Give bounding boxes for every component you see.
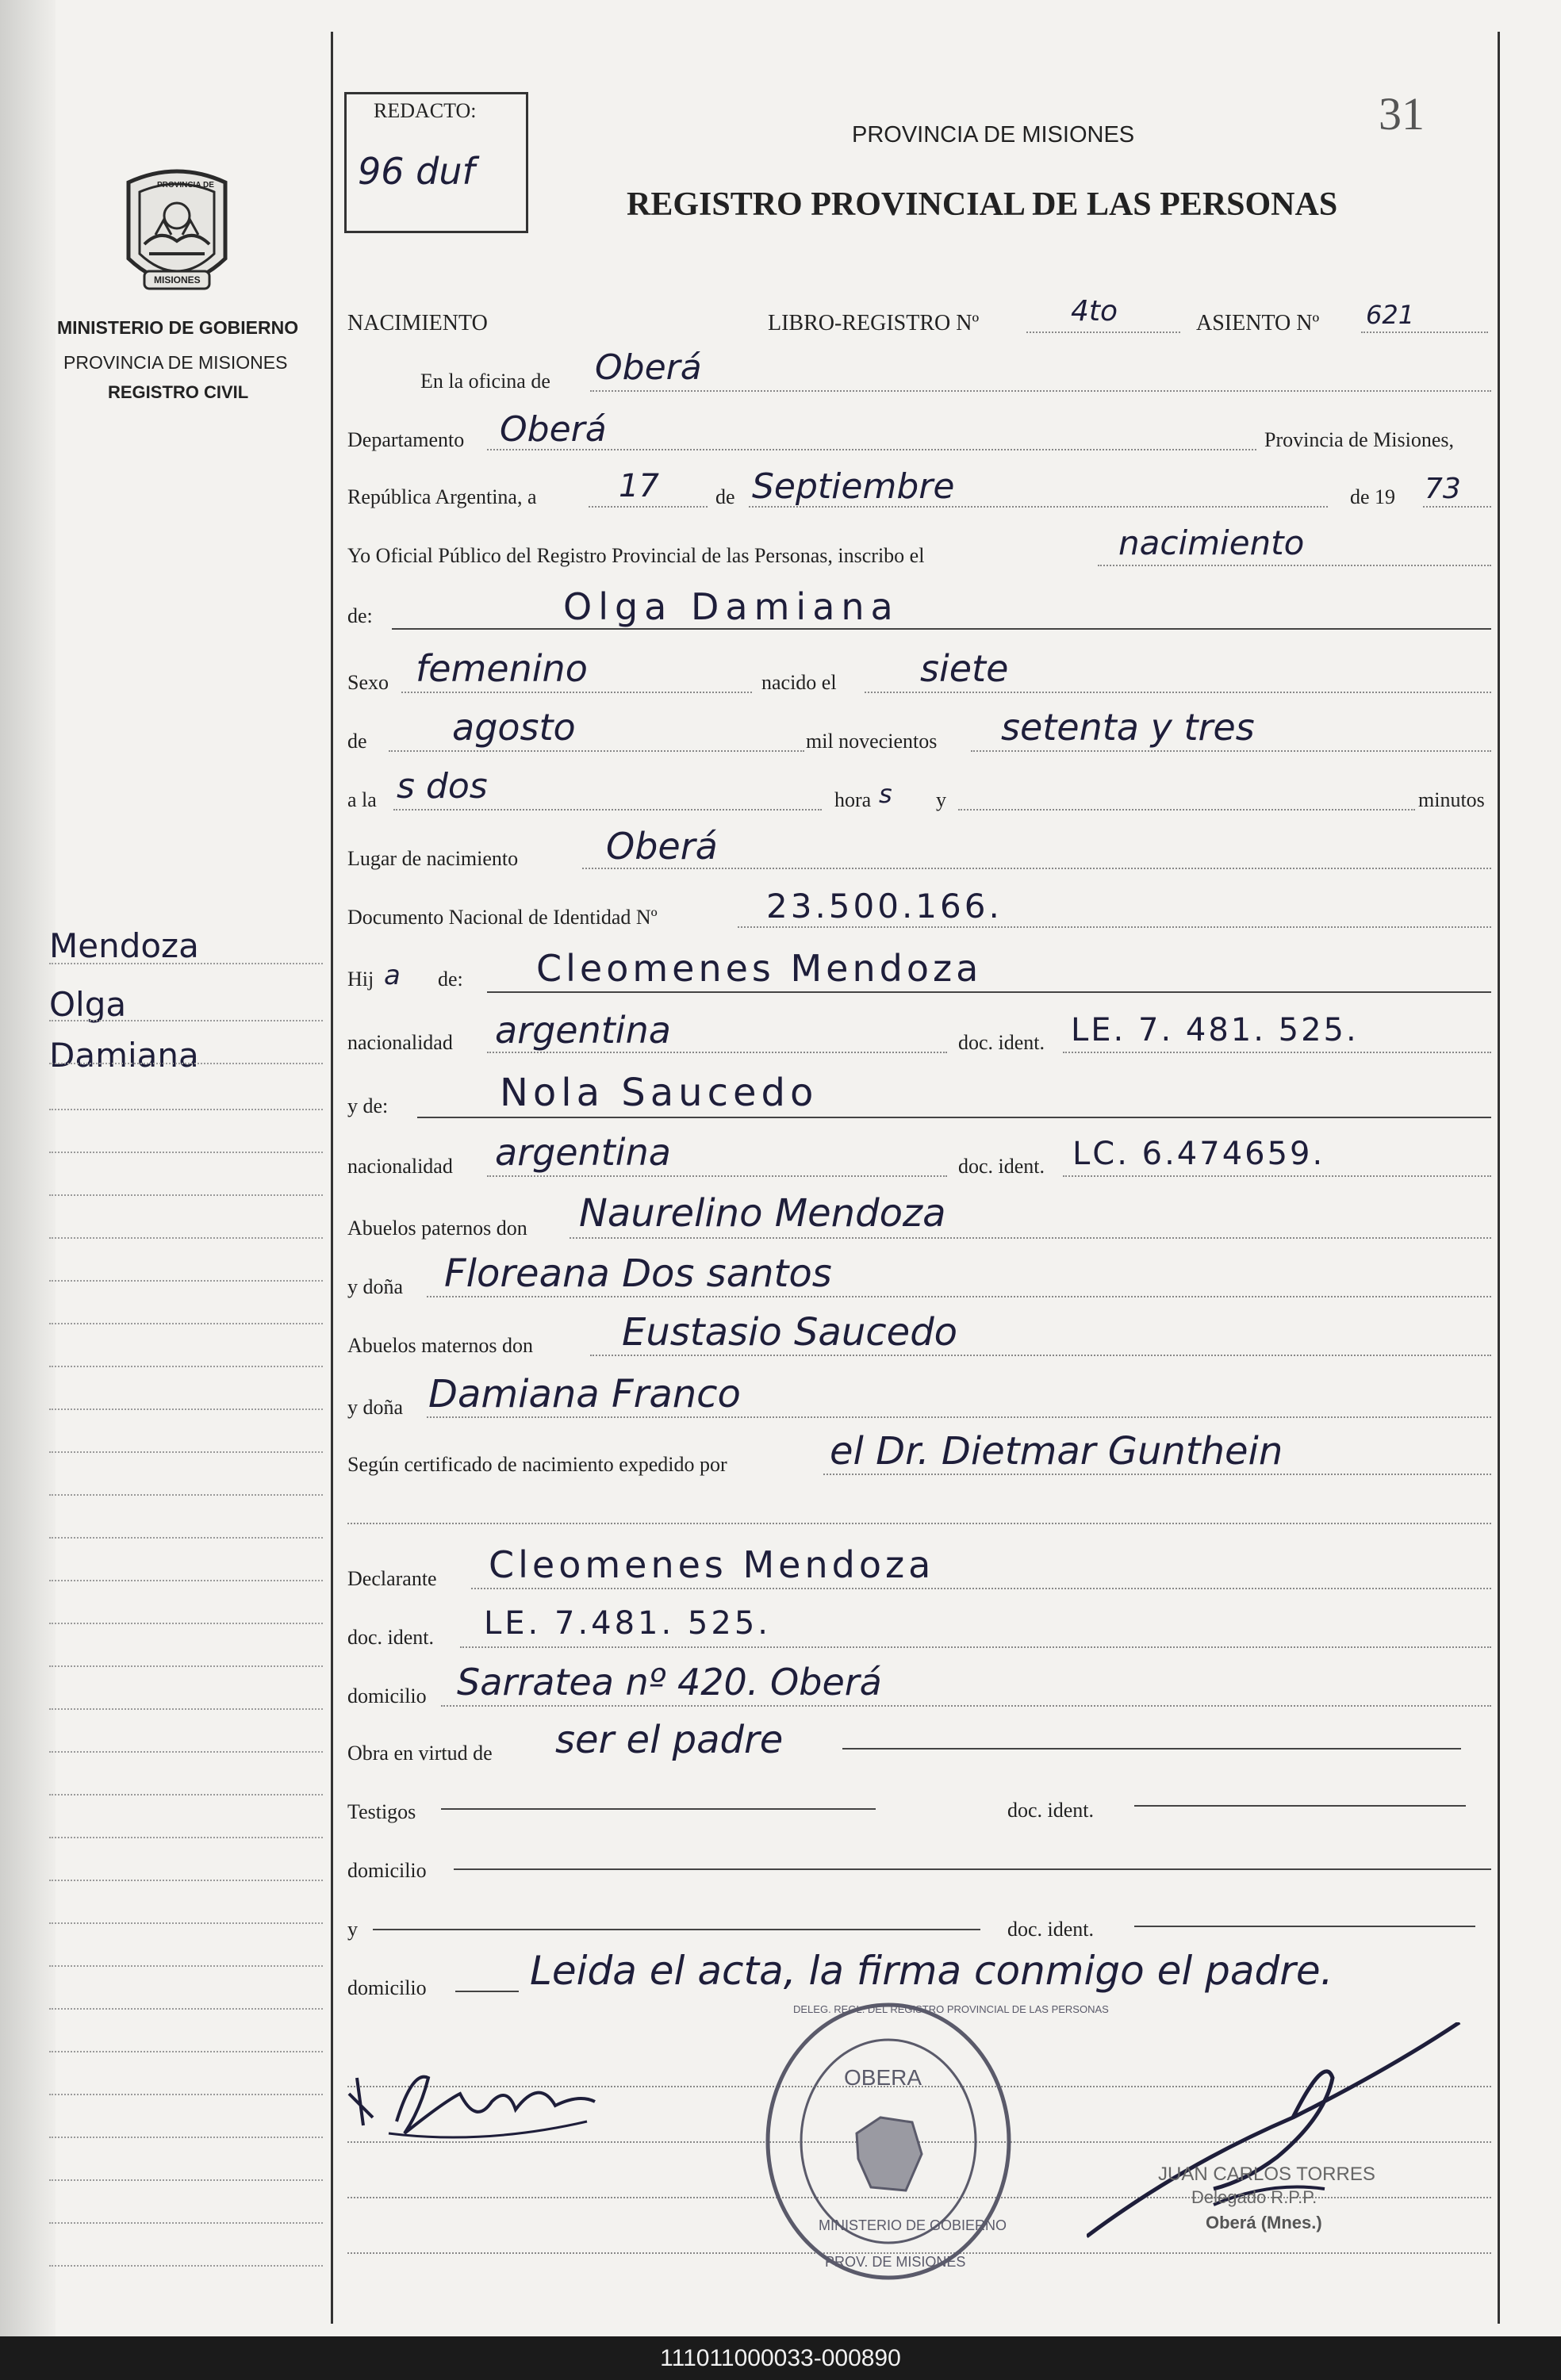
left-header-registro: REGISTRO CIVIL	[108, 382, 249, 402]
page-edge-shadow	[0, 0, 56, 2336]
dni-line	[738, 926, 1491, 928]
official-stamp	[761, 1999, 1109, 2284]
departamento-label: Departamento	[347, 428, 465, 451]
de-colon-label: de:	[347, 604, 373, 627]
nacido-value: siete	[920, 647, 1009, 690]
mes-nac-value: agosto	[452, 706, 576, 749]
margin-line	[49, 2265, 323, 2267]
margin-line	[49, 1152, 323, 1153]
testigos-label: Testigos	[347, 1800, 416, 1823]
testigo2-domicilio-label: domicilio	[347, 1976, 427, 1999]
margin-line	[49, 1794, 323, 1796]
official-role: Delegado R.P.P.	[1191, 2187, 1317, 2207]
y-de-label: y de:	[347, 1094, 389, 1117]
right-margin-rule	[1498, 32, 1500, 2324]
margin-line	[49, 1109, 323, 1110]
margin-line	[49, 1880, 323, 1881]
margin-line	[49, 2222, 323, 2224]
doc-padre-value: LE. 7. 481. 525.	[1071, 1012, 1359, 1048]
margin-line	[49, 1020, 323, 1021]
y-dona-label: y doña	[347, 1275, 404, 1298]
certificado-line	[823, 1474, 1491, 1475]
oficina-value: Oberá	[595, 347, 702, 388]
libro-label: LIBRO-REGISTRO Nº	[768, 311, 980, 335]
testigos-line	[441, 1808, 876, 1810]
nombre-value: Olga Damiana	[563, 585, 899, 628]
margin-surname: Mendoza	[49, 926, 199, 965]
asiento-label: ASIENTO Nº	[1196, 311, 1320, 335]
nac-padre-value: argentina	[495, 1009, 671, 1052]
stamp-ring-text: DELEG. REGL. DEL REGISTRO PROVINCIAL DE LAS PERSONAS	[793, 2003, 1109, 2015]
margin-line	[49, 1665, 323, 1667]
domicilio-line	[441, 1705, 1491, 1707]
footer-id: 111011000033-000890	[0, 2336, 1561, 2380]
stamp-lower-ring: MINISTERIO DE GOBIERNO	[819, 2217, 1007, 2233]
redacto-value: 96 duf	[358, 150, 475, 193]
doc-ident-label: doc. ident.	[958, 1031, 1045, 1054]
padre-line	[487, 991, 1491, 993]
a-la-label: a la	[347, 788, 377, 811]
y-dona-materna-label: y doña	[347, 1396, 404, 1419]
minutos-label: minutos	[1418, 788, 1485, 811]
redacto-box	[344, 92, 528, 233]
mes-value: Septiembre	[752, 466, 955, 507]
nac-madre-value: argentina	[495, 1131, 671, 1174]
horas-label: hora	[834, 788, 872, 811]
margin-line	[49, 1280, 323, 1282]
abuela-paterna-line	[427, 1296, 1491, 1297]
margin-line	[49, 1494, 323, 1496]
certificado-label: Según certificado de nacimiento expedido por	[347, 1453, 727, 1476]
abuelo-materno-value: Eustasio Saucedo	[622, 1310, 958, 1355]
lugar-label: Lugar de nacimiento	[347, 847, 519, 870]
de2-label: de	[347, 730, 367, 753]
padre-value: Cleomenes Mendoza	[536, 947, 983, 990]
testigo1-domicilio-line	[454, 1868, 1491, 1870]
margin-line	[49, 1063, 323, 1064]
doc-madre-value: LC. 6.474659.	[1072, 1136, 1325, 1172]
margin-line	[49, 963, 323, 964]
hora-line	[393, 809, 822, 811]
obra-line	[842, 1748, 1461, 1750]
nacionalidad-madre-label: nacionalidad	[347, 1155, 453, 1178]
abuelo-materno-line	[590, 1355, 1491, 1356]
declarant-signature	[341, 2046, 603, 2149]
lugar-value: Oberá	[606, 825, 718, 868]
left-header-ministerio: MINISTERIO DE GOBIERNO	[57, 317, 299, 338]
abuelos-maternos-label: Abuelos maternos don	[347, 1334, 533, 1357]
domicilio-value: Sarratea nº 420. Oberá	[457, 1661, 882, 1704]
margin-line	[49, 1408, 323, 1410]
departamento-value: Oberá	[500, 409, 607, 450]
margin-line	[49, 2137, 323, 2138]
doc-ident2-label: doc. ident.	[347, 1626, 435, 1649]
declarante-doc-value: LE. 7.481. 525.	[484, 1605, 771, 1642]
margin-line	[49, 1708, 323, 1710]
mil-label: mil novecientos	[806, 730, 938, 753]
mes-nac-line	[389, 750, 804, 752]
declarante-value: Cleomenes Mendoza	[489, 1543, 935, 1586]
sexo-label: Sexo	[347, 671, 389, 694]
hija-de-label: de:	[438, 968, 463, 991]
year-value: 73	[1425, 473, 1461, 505]
nac-padre-line	[487, 1052, 947, 1053]
margin-line	[49, 1323, 323, 1324]
libro-value: 4to	[1071, 295, 1118, 328]
declarante-line	[471, 1588, 1491, 1589]
margin-line	[49, 1537, 323, 1539]
margin-line	[49, 1837, 323, 1838]
asiento-value: 621	[1366, 300, 1415, 330]
nacido-label: nacido el	[761, 671, 837, 694]
hija-suffix: a	[384, 960, 401, 991]
declarante-label: Declarante	[347, 1567, 437, 1590]
doc-padre-line	[1063, 1052, 1491, 1053]
asiento-line	[1361, 332, 1488, 333]
hija-label: Hij	[347, 968, 374, 991]
dia-value: 17	[619, 468, 659, 504]
abuelo-paterno-line	[570, 1237, 1491, 1239]
testigo2-doc-label: doc. ident.	[1007, 1918, 1095, 1941]
abuelo-paterno-value: Naurelino Mendoza	[579, 1191, 946, 1236]
yo-oficial-value: nacimiento	[1118, 523, 1305, 562]
official-name: JUAN CARLOS TORRES	[1158, 2163, 1375, 2185]
yo-oficial-line	[1098, 565, 1491, 566]
margin-line	[49, 2008, 323, 2010]
yo-oficial-label: Yo Oficial Público del Registro Provincial de las Personas, inscribo el	[347, 544, 925, 567]
margin-line	[49, 1451, 323, 1453]
testigo1-domicilio-label: domicilio	[347, 1859, 427, 1882]
horas-suffix: s	[879, 779, 892, 809]
doc-ident-madre-label: doc. ident.	[958, 1155, 1045, 1178]
margin-line	[49, 1194, 323, 1196]
minutos-line	[958, 809, 1415, 811]
margin-line	[49, 1922, 323, 1924]
testigo2-line	[373, 1929, 980, 1930]
sexo-value: femenino	[416, 647, 588, 690]
left-margin-rule	[331, 32, 333, 2324]
margin-line	[49, 1580, 323, 1581]
nac-madre-line	[487, 1175, 947, 1177]
margin-line	[49, 1237, 323, 1239]
y2-label: y	[347, 1918, 358, 1941]
obra-label: Obra en virtud de	[347, 1742, 493, 1765]
testigo2-doc-line	[1134, 1926, 1475, 1927]
certificado-value: el Dr. Dietmar Gunthein	[830, 1429, 1283, 1474]
margin-middle-name: Damiana	[49, 1036, 199, 1075]
margin-first-name: Olga	[49, 985, 127, 1024]
dni-label: Documento Nacional de Identidad Nº	[347, 906, 658, 929]
nacimiento-label: NACIMIENTO	[347, 311, 488, 335]
oficina-line	[590, 390, 1491, 392]
seal-bottom-text: MISIONES	[154, 274, 201, 286]
header-province: PROVINCIA DE MISIONES	[852, 122, 1135, 148]
abuela-materna-line	[427, 1416, 1491, 1418]
madre-line	[417, 1117, 1491, 1118]
testigo1-doc-label: doc. ident.	[1007, 1799, 1095, 1822]
margin-line	[49, 2179, 323, 2181]
leida-dash	[455, 1991, 519, 1992]
blank-line	[347, 1523, 1491, 1524]
nacido-line	[865, 692, 1491, 693]
margin-line	[49, 1751, 323, 1753]
leida-value: Leida el acta, la firma conmigo el padre.	[530, 1948, 1333, 1994]
year-line	[1423, 506, 1491, 508]
sexo-line	[401, 692, 752, 693]
stamp-bottom: PROV. DE MISIONES	[825, 2254, 966, 2270]
abuelos-paternos-label: Abuelos paternos don	[347, 1217, 527, 1240]
redacto-label: REDACTO:	[374, 99, 477, 122]
dni-value: 23.500.166.	[766, 887, 1003, 926]
doc-madre-line	[1063, 1175, 1491, 1177]
registro-seal	[121, 165, 233, 298]
lugar-line	[582, 868, 1491, 869]
provincia-label: Provincia de Misiones,	[1264, 428, 1455, 451]
testigo1-doc-line	[1134, 1805, 1466, 1807]
abuela-paterna-value: Floreana Dos santos	[444, 1251, 832, 1296]
domicilio-label: domicilio	[347, 1684, 427, 1707]
abuela-materna-value: Damiana Franco	[428, 1372, 741, 1416]
margin-line	[49, 1366, 323, 1367]
obra-value: ser el padre	[555, 1718, 784, 1762]
y-label: y	[936, 788, 946, 811]
hora-value: s dos	[397, 766, 488, 807]
anio-nac-value: setenta y tres	[1001, 706, 1255, 749]
madre-value: Nola Saucedo	[500, 1071, 819, 1115]
republica-label: República Argentina, a	[347, 485, 537, 508]
de-label: de	[715, 485, 735, 508]
libro-line	[1026, 332, 1180, 333]
official-place: Oberá (Mnes.)	[1206, 2213, 1322, 2232]
stamp-center: OBERA	[844, 2065, 922, 2090]
margin-line	[49, 1965, 323, 1967]
margin-line	[49, 2094, 323, 2095]
dia-line	[589, 506, 708, 508]
anio-nac-line	[971, 750, 1491, 752]
margin-line	[49, 1623, 323, 1624]
header-title: REGISTRO PROVINCIAL DE LAS PERSONAS	[627, 186, 1338, 223]
left-header-provincia: PROVINCIA DE MISIONES	[63, 352, 288, 373]
margin-line	[49, 2051, 323, 2052]
nacionalidad-label: nacionalidad	[347, 1031, 453, 1054]
year-label: de 19	[1350, 485, 1396, 508]
declarante-doc-line	[460, 1646, 1491, 1648]
page-number: 31	[1379, 88, 1425, 140]
seal-top-text: PROVINCIA DE	[157, 181, 214, 190]
nombre-line	[392, 628, 1491, 630]
oficina-label: En la oficina de	[420, 370, 550, 393]
